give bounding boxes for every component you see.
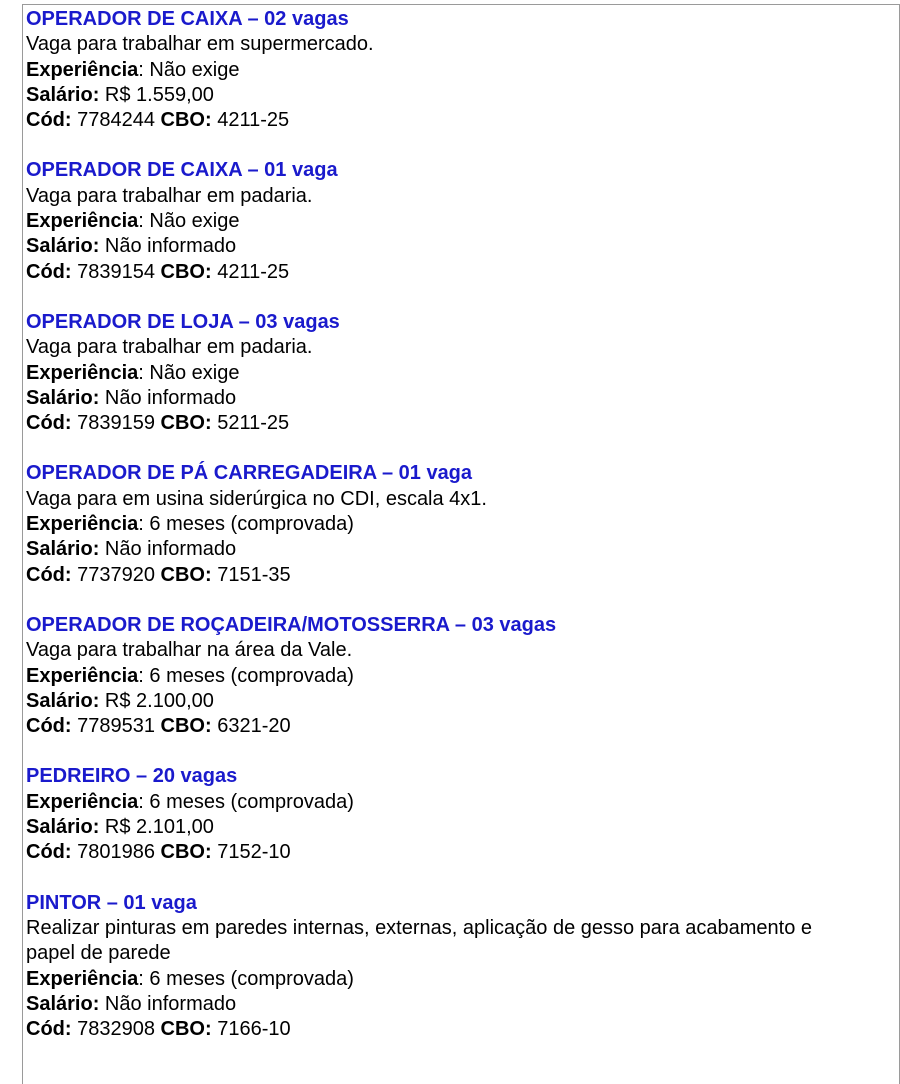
job-title: OPERADOR DE LOJA – 03 vagas [26,310,340,333]
cod-label: Cód: [26,563,72,586]
job-listing [26,158,886,284]
experience-label: Experiência [26,210,139,233]
experience-label: Experiência [26,513,139,536]
job-listing [26,461,886,587]
job-experience [26,361,886,386]
job-title: OPERADOR DE ROÇADEIRA/MOTOSSERRA – 03 vagas [26,613,557,636]
experience-label: Experiência [26,58,139,81]
job-codes [26,108,886,133]
cod-value: 7832908 [71,1018,161,1041]
job-title: OPERADOR DE CAIXA – 01 vaga [26,159,338,182]
experience-label: Experiência [26,664,139,687]
job-salary [26,815,886,840]
salary-value: Não informado [99,386,237,409]
cbo-value: 5211-25 [211,412,290,435]
experience-label: Experiência [26,790,139,813]
cod-label: Cód: [26,260,72,283]
cod-label: Cód: [26,715,72,738]
job-listing [26,7,886,133]
experience-value: : Não exige [138,58,240,81]
job-experience [26,790,886,815]
job-experience [26,58,886,83]
cbo-value: 4211-25 [211,260,290,283]
job-listing [26,764,886,865]
job-description: Vaga para trabalhar em padaria. [26,184,313,207]
experience-value: : 6 meses (comprovada) [138,513,354,536]
experience-value: : 6 meses (comprovada) [138,967,354,990]
job-description: Vaga para em usina siderúrgica no CDI, escala 4x1. [26,487,487,510]
job-codes [26,411,886,436]
cbo-label: CBO: [160,841,212,864]
job-description: Vaga para trabalhar em padaria. [26,336,313,359]
job-salary [26,537,886,562]
salary-label: Salário: [26,235,100,258]
cbo-label: CBO: [160,1018,212,1041]
salary-value: R$ 2.101,00 [99,816,214,839]
job-title: PINTOR – 01 vaga [26,891,197,914]
job-codes [26,563,886,588]
cod-value: 7839159 [71,412,161,435]
cod-label: Cód: [26,109,72,132]
experience-label: Experiência [26,967,139,990]
salary-value: R$ 1.559,00 [99,83,214,106]
job-title: PEDREIRO – 20 vagas [26,765,238,788]
job-description: Vaga para trabalhar na área da Vale. [26,639,353,662]
cbo-label: CBO: [160,412,212,435]
job-listing [26,613,886,739]
job-salary [26,234,886,259]
cod-value: 7784244 [71,109,161,132]
job-codes [26,1017,886,1042]
cbo-value: 7166-10 [211,1018,291,1041]
job-listings [26,7,886,1067]
salary-label: Salário: [26,83,100,106]
cod-value: 7789531 [71,715,161,738]
job-title: OPERADOR DE PÁ CARREGADEIRA – 01 vaga [26,462,473,485]
cod-value: 7801986 [71,841,161,864]
cbo-value: 6321-20 [211,715,291,738]
job-salary [26,83,886,108]
cod-label: Cód: [26,412,72,435]
job-experience [26,209,886,234]
job-codes [26,260,886,285]
job-codes [26,714,886,739]
job-description: Vaga para trabalhar em supermercado. [26,33,374,56]
job-description: Realizar pinturas em paredes internas, externas, aplicação de gesso para acabamento e papel de parede [26,916,813,965]
job-salary [26,992,886,1017]
job-listing [26,891,886,1043]
job-experience [26,512,886,537]
salary-value: Não informado [99,992,237,1015]
job-listing [26,310,886,436]
cod-label: Cód: [26,1018,72,1041]
salary-label: Salário: [26,689,100,712]
job-salary [26,386,886,411]
job-experience [26,664,886,689]
cbo-label: CBO: [160,109,212,132]
salary-value: Não informado [99,538,237,561]
cbo-value: 7152-10 [211,841,291,864]
experience-value: : 6 meses (comprovada) [138,790,354,813]
cbo-value: 4211-25 [211,109,290,132]
cbo-value: 7151-35 [211,563,291,586]
salary-label: Salário: [26,816,100,839]
job-experience [26,967,886,992]
experience-value: : 6 meses (comprovada) [138,664,354,687]
salary-label: Salário: [26,538,100,561]
salary-label: Salário: [26,992,100,1015]
job-codes [26,840,886,865]
cod-label: Cód: [26,841,72,864]
experience-value: : Não exige [138,210,240,233]
salary-value: R$ 2.100,00 [99,689,214,712]
job-title: OPERADOR DE CAIXA – 02 vagas [26,8,349,30]
cbo-label: CBO: [160,715,212,738]
cbo-label: CBO: [160,260,212,283]
cbo-label: CBO: [160,563,212,586]
salary-label: Salário: [26,386,100,409]
experience-label: Experiência [26,361,139,384]
cod-value: 7737920 [71,563,161,586]
experience-value: : Não exige [138,361,240,384]
job-salary [26,689,886,714]
cod-value: 7839154 [71,260,161,283]
salary-value: Não informado [99,235,237,258]
